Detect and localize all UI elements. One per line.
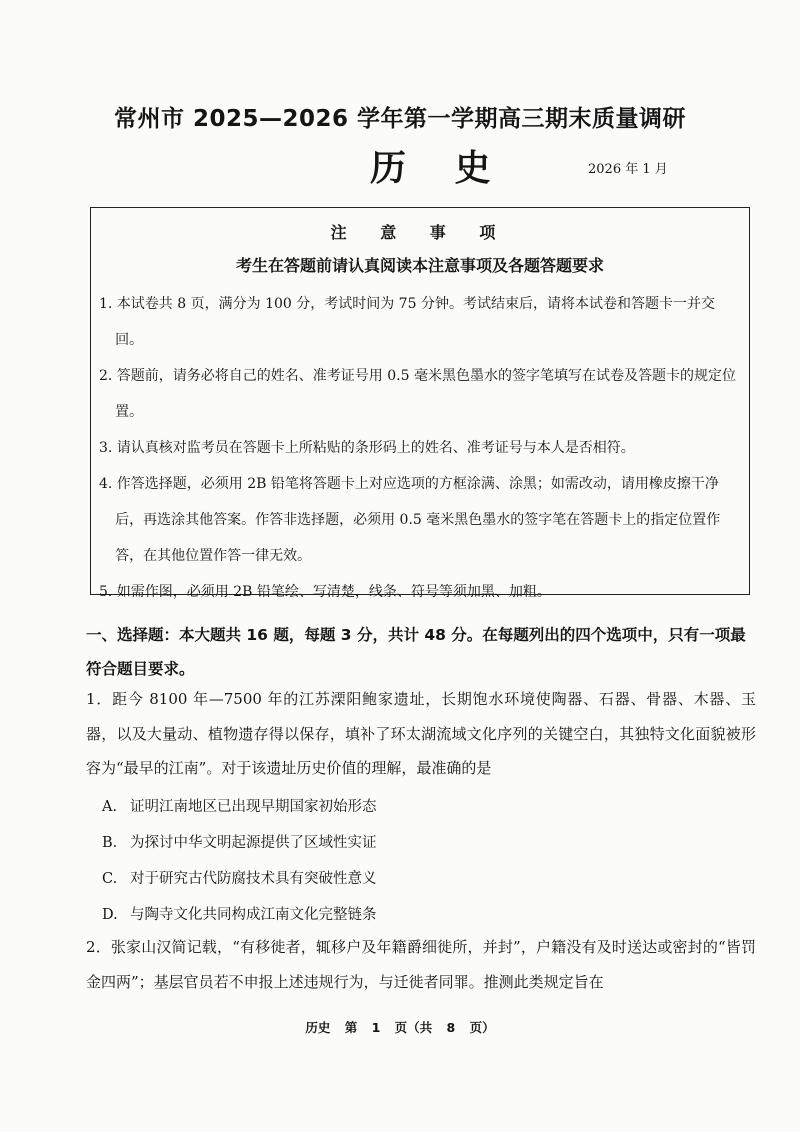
option-a [102,789,377,825]
option-c [102,861,377,897]
subject-title: 历 史 [370,148,509,189]
notice-item: 1. 本试卷共 8 页，满分为 100 分，考试时间为 75 分钟。考试结束后，请将本试卷和答题卡一并交回。 [99,296,715,348]
notice-subtitle: 考生在答题前请认真阅读本注意事项及各题答题要求 [235,256,604,275]
exam-date: 2026 年 1 月 [588,162,668,177]
notice-item: 3. 请认真核对监考员在答题卡上所粘贴的条形码上的姓名、准考证号与本人是否相符。 [99,440,635,456]
option-text: 证明江南地区已出现早期国家初始形态 [130,799,377,815]
page-footer: 历史 第 1 页（共 8 页） [305,1020,495,1035]
notice-list [99,286,739,610]
exam-title: 常州市 2025—2026 学年第一学期高三期末质量调研 [113,106,687,132]
question-1-options [102,789,377,933]
notice-item: 5. 如需作图，必须用 2B 铅笔绘、写清楚，线条、符号等须加黑、加粗。 [99,584,551,600]
notice-title: 注 意 事 项 [330,223,510,242]
option-text: 为探讨中华文明起源提供了区域性实证 [130,835,377,851]
question-1-stem: 1．距今 8100 年—7500 年的江苏溧阳鲍家遗址，长期饱水环境使陶器、石器、骨器、木器、玉器，以及大量动、植物遗存得以保存，填补了环太湖流域文化序列的关键空白，其独特文化面貌被形容为“最早的江南”。对于该遗址历史价值的理解，最准确的是 [86,690,756,777]
option-text: 对于研究古代防腐技术具有突破性意义 [130,871,377,887]
question-2-stem: 2．张家山汉简记载，“有移徙者，辄移户及年籍爵细徙所，并封”，户籍没有及时送达或密封的“皆罚金四两”；基层官员若不申报上述违规行为，与迁徙者同罪。推测此类规定旨在 [86,938,756,991]
option-letter: A. [102,799,118,815]
notice-item: 2. 答题前，请务必将自己的姓名、准考证号用 0.5 毫米黑色墨水的签字笔填写在试卷及答题卡的规定位置。 [99,368,736,420]
option-letter: D. [102,907,118,923]
option-letter: B. [102,835,118,851]
notice-box [90,207,750,600]
option-letter: C. [102,871,118,887]
notice-item: 4. 作答选择题，必须用 2B 铅笔将答题卡上对应选项的方框涂满、涂黑；如需改动，请用橡皮擦干净后，再选涂其他答案。作答非选择题，必须用 0.5 毫米黑色墨水的签字笔在答题卡上的指定位置作答，在其他位置作答一律无效。 [99,476,721,564]
option-d [102,897,377,933]
option-b [102,825,377,861]
section-heading: 一、选择题：本大题共 16 题，每题 3 分，共计 48 分。在每题列出的四个选项中，只有一项最符合题目要求。 [86,626,746,678]
option-text: 与陶寺文化共同构成江南文化完整链条 [130,907,377,923]
